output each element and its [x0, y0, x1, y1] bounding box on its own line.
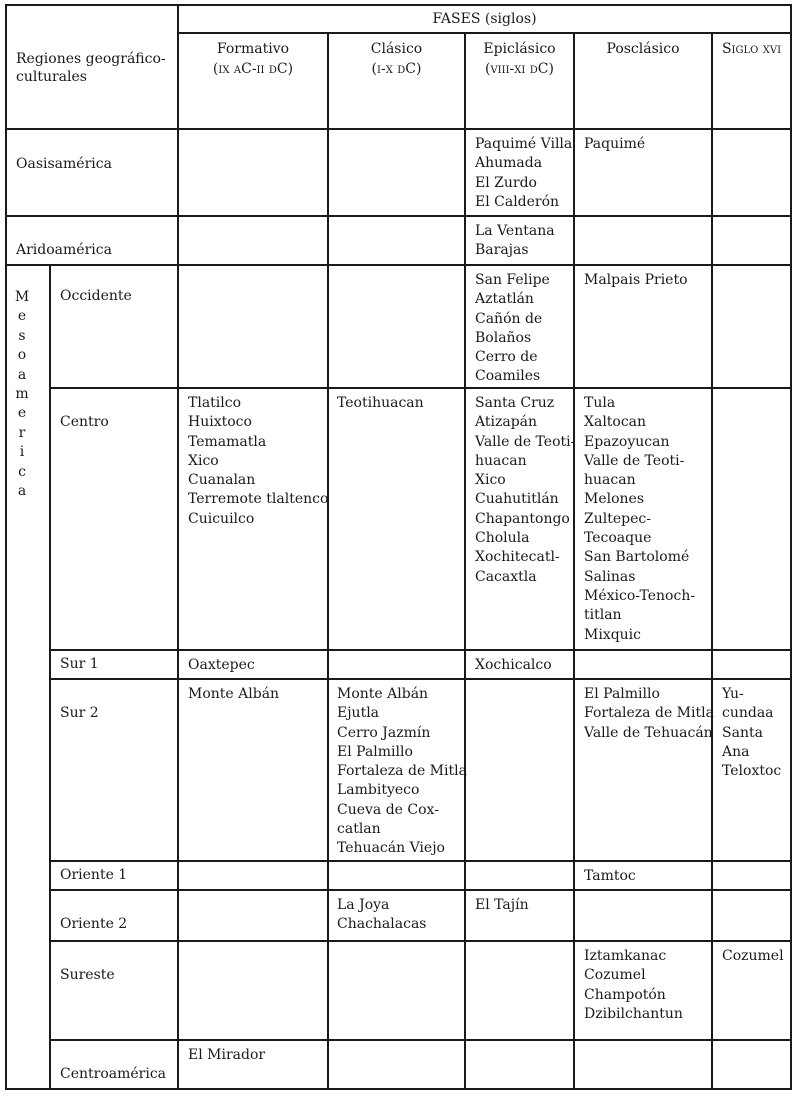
mesoamerica-letter: m	[15, 386, 29, 403]
site-list-formativo	[188, 394, 328, 529]
site-name: huacan	[584, 472, 636, 489]
site-name: Paquimé Villa	[475, 136, 573, 152]
site-name: La Joya	[337, 897, 390, 913]
site-list-epiclasico	[475, 896, 529, 915]
site-name: Monte Albán	[188, 686, 280, 702]
site-name: Dzibilchantun	[584, 1005, 683, 1022]
site-name: Atizapán	[475, 414, 538, 431]
site-list-epiclasico	[475, 394, 575, 587]
site-name: Cuanalan	[188, 472, 256, 489]
site-name: San Bartolomé	[584, 549, 690, 566]
mesoamerica-letter: s	[18, 327, 26, 344]
site-name: Bolaños	[475, 329, 532, 346]
site-list-posclasico	[584, 685, 714, 743]
site-name: catlan	[337, 821, 381, 838]
site-list-epiclasico	[475, 656, 552, 675]
site-name: Cozumel	[584, 967, 646, 984]
region-label: Oriente 1	[60, 867, 128, 883]
site-name: Coamiles	[475, 368, 541, 385]
site-name: Cuahutitlán	[475, 491, 559, 508]
region-label: Occidente	[60, 288, 132, 304]
site-name: Teloxtoc	[722, 763, 782, 780]
site-name: titlan	[584, 607, 622, 624]
phase-epiclasico-name: Epiclásico	[483, 41, 556, 57]
site-list-epiclasico	[475, 222, 555, 261]
site-name: Mixquic	[584, 626, 642, 643]
fases-title: FASES (siglos)	[432, 11, 537, 27]
site-name: Valle de Teoti-	[584, 452, 685, 469]
region-label: Centro	[60, 414, 109, 430]
site-name: Santa Cruz	[475, 395, 555, 411]
site-name: Xaltocan	[584, 414, 647, 431]
site-name: Xico	[188, 452, 219, 469]
phase-formativo-name: Formativo	[216, 41, 290, 57]
site-name: Paquimé	[584, 136, 646, 152]
site-name: Barajas	[475, 242, 529, 259]
site-name: Cacaxtla	[475, 568, 537, 585]
phase-posclasico-name: Posclásico	[606, 41, 680, 57]
site-name: huacan	[475, 452, 527, 469]
region-label: Aridoamérica	[16, 242, 112, 258]
mesoamerica-letter: c	[18, 463, 26, 480]
mesoamerica-letter: e	[17, 405, 27, 422]
site-name: Fortaleza de Mitla	[584, 705, 714, 722]
region-label: Oriente 2	[60, 916, 128, 932]
site-name: Oaxtepec	[188, 657, 255, 673]
site-name: Tecoaque	[584, 530, 652, 547]
site-name: Ahumada	[475, 155, 543, 172]
site-name: Cañón de	[475, 310, 543, 327]
site-name: Cerro de	[475, 349, 538, 366]
mesoamerica-vertical-label	[14, 288, 30, 501]
region-label: Sur 2	[60, 705, 99, 721]
site-list-posclasico	[584, 394, 695, 645]
phase-siglo16-name: Siglo xvi	[721, 41, 782, 57]
mesoamerica-letter: M	[14, 289, 30, 305]
site-name: El Palmillo	[584, 686, 660, 702]
site-list-epiclasico	[475, 271, 550, 387]
site-name: Cozumel	[722, 948, 784, 964]
site-name: Yu-	[722, 686, 744, 702]
site-name: Salinas	[584, 568, 636, 585]
phase-epiclasico-range: (viii-xi dC)	[485, 61, 554, 77]
site-name: Malpais Prieto	[584, 272, 688, 288]
site-name: El Tajín	[475, 897, 529, 913]
site-list-posclasico	[584, 867, 636, 886]
site-name: Iztamkanac	[584, 948, 667, 964]
mesoamerica-letter: r	[18, 424, 26, 441]
site-name: Lambityeco	[337, 782, 420, 799]
site-name: Cueva de Cox-	[337, 801, 439, 818]
site-list-siglo16	[722, 685, 781, 781]
site-list-posclasico	[584, 271, 688, 290]
site-name: Tlatilco	[188, 395, 242, 411]
mesoamerica-letter: e	[17, 308, 27, 325]
phase-formativo-range: (ix aC-ii dC)	[212, 61, 294, 77]
site-name: Huixtoco	[188, 414, 252, 431]
site-name: Chapantongo	[475, 510, 570, 527]
site-name: El Palmillo	[337, 743, 413, 760]
site-name: Ejutla	[337, 705, 380, 722]
site-name: Aztatlán	[475, 291, 534, 308]
mesoamerica-letter: i	[19, 444, 25, 461]
site-name: Santa	[722, 724, 763, 741]
site-list-posclasico	[584, 947, 683, 1024]
region-label: Sureste	[60, 967, 115, 983]
site-name: Teotihuacan	[337, 395, 424, 411]
site-list-formativo	[188, 656, 255, 675]
mesoamerica-letter: a	[17, 366, 27, 383]
site-name: Champotón	[584, 986, 666, 1003]
site-list-formativo	[188, 685, 279, 704]
site-name: Zultepec-	[584, 510, 651, 527]
site-list-formativo	[188, 1046, 265, 1065]
site-list-epiclasico	[475, 135, 572, 212]
site-name: Xochicalco	[475, 657, 552, 673]
site-name: cundaa	[722, 705, 774, 722]
site-name: El Calderón	[475, 193, 560, 210]
region-label: Oasisamérica	[16, 156, 112, 172]
mesoamerica-letter: o	[17, 347, 27, 364]
site-name: Epazoyucan	[584, 433, 670, 450]
region-label: Sur 1	[60, 656, 99, 672]
site-name: Valle de Tehuacán	[584, 724, 713, 741]
phase-clasico-name: Clásico	[370, 41, 423, 57]
site-name: Tehuacán Viejo	[337, 840, 445, 857]
mesoamerica-letter: a	[17, 483, 27, 500]
region-label: Centroamérica	[60, 1066, 167, 1082]
site-name: Ana	[722, 743, 750, 760]
site-list-clasico	[337, 394, 424, 413]
site-list-siglo16	[722, 947, 784, 966]
site-list-clasico	[337, 896, 426, 935]
site-name: Cholula	[475, 530, 530, 547]
site-name: Fortaleza de Mitla	[337, 763, 467, 780]
site-name: El Zurdo	[475, 174, 537, 191]
site-name: Temamatla	[188, 433, 267, 450]
site-name: Tamtoc	[584, 868, 636, 884]
site-name: San Felipe	[475, 272, 550, 288]
phase-clasico-range: (i-x dC)	[371, 61, 422, 77]
site-name: Xochitecatl-	[475, 549, 560, 566]
site-list-clasico	[337, 685, 467, 859]
site-name: México-Tenoch-	[584, 587, 696, 604]
regiones-header-line2: culturales	[16, 69, 87, 85]
site-name: Cuicuilco	[188, 510, 255, 527]
site-name: Terremote tlaltenco	[188, 491, 329, 508]
site-name: Monte Albán	[337, 686, 429, 702]
site-name: Valle de Teoti-	[475, 433, 576, 450]
site-name: Cerro Jazmín	[337, 724, 431, 741]
site-name: El Mirador	[188, 1047, 266, 1063]
site-list-posclasico	[584, 135, 645, 154]
site-name: Melones	[584, 491, 645, 508]
site-name: La Ventana	[475, 223, 555, 239]
site-name: Tula	[584, 395, 616, 411]
regiones-header-line1: Regiones geográfico-	[16, 51, 166, 67]
site-name: Chachalacas	[337, 916, 427, 933]
site-name: Xico	[475, 472, 506, 489]
